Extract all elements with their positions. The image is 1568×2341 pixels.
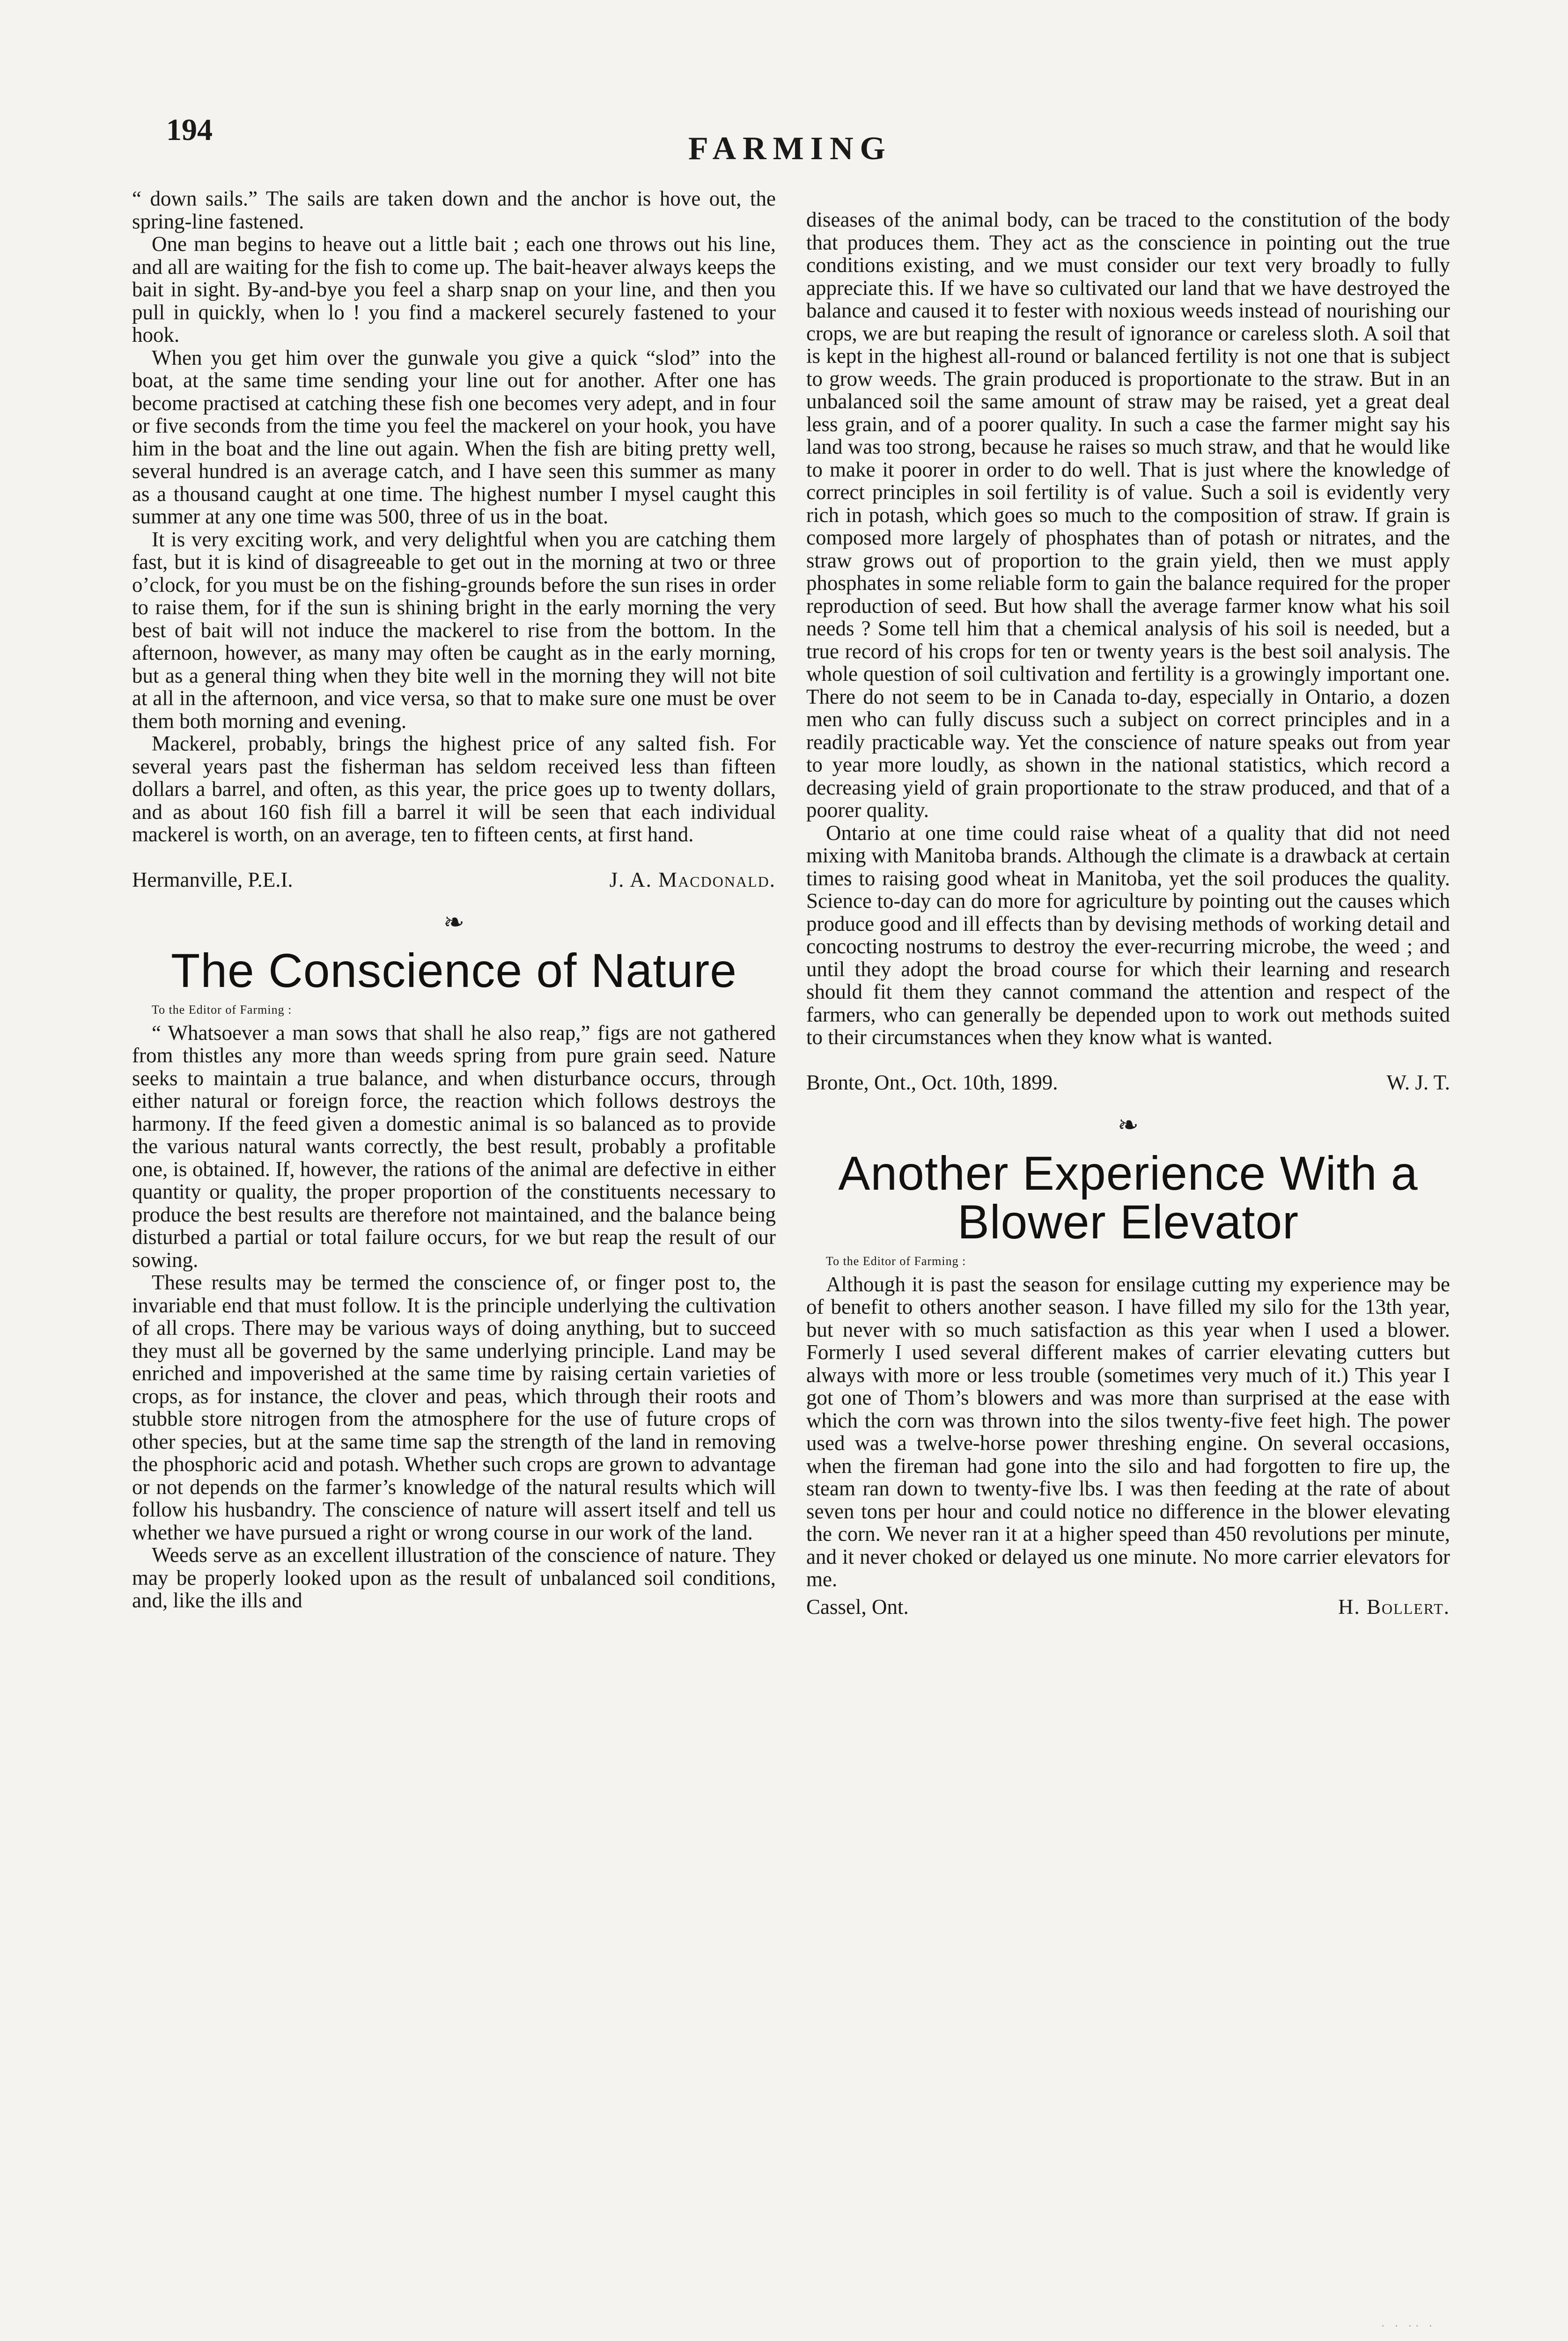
- paragraph: “ down sails.” The sails are taken down and the anchor is hove out, the spring-line fastened.: [132, 187, 776, 233]
- paragraph: Although it is past the season for ensilage cutting my experience may be of benefit to others another season. I have filled my silo for the 13th year, but never with so much satisfaction as this year when I used a blower. Formerly I used several different makes of carrier elevating cutters but always with more or less trouble (sometimes very much of it.) This year I got one of Thom’s blowers and was more than surprised at the ease with which the corn was thrown into the silos twenty-five feet high. The power used was a twelve-horse power threshing engine. On several occasions, when the fireman had gone into the silo and had forgotten to fire up, the steam ran down to twenty-five lbs. I was then feeding at the rate of about seven tons per hour and could notice no difference in the blower elevating the corn. We never ran it at a higher speed than 450 revolutions per minute, and it never choked or delayed us one minute. No more carrier elevators for me.: [806, 1272, 1450, 1591]
- signature-place: Bronte, Ont., Oct. 10th, 1899.: [806, 1070, 1058, 1094]
- ornament-icon: ❧: [443, 908, 465, 936]
- paragraph: Mackerel, probably, brings the highest price of any salted fish. For several years past the fisherman has seldom received less than fifteen dollars a barrel, and often, as this year, the price goes up to twenty dollars, and as about 160 fish fill a barrel it will be seen that each individual mackerel is worth, on an average, ten to fifteen cents, at first hand.: [132, 732, 776, 846]
- article-title: The Conscience of Nature: [171, 944, 737, 997]
- right-column: [806, 208, 1450, 1618]
- running-title: FARMING: [688, 131, 892, 167]
- to-editor-line: To the Editor of Farming :: [826, 1254, 966, 1268]
- article-title: Another Experience With a Blower Elevator: [838, 1147, 1418, 1249]
- signature-block: [132, 869, 776, 891]
- scan-noise: · · ·· ·: [1381, 2320, 1436, 2332]
- signature-name: H. Bollert.: [1338, 1595, 1450, 1619]
- signature-block: [806, 1596, 1450, 1619]
- paragraph: One man begins to heave out a little bait ; each one throws out his line, and all are waiting for the fish to come up. The bait-heaver always keeps the bait in sight. By-and-bye you feel a sharp snap on your line, and then you pull in quickly, when lo ! you find a mackerel securely fastened to your hook.: [132, 232, 776, 346]
- paragraph: These results may be termed the conscience of, or finger post to, the invariable end that must follow. It is the principle underlying the cultivation of all crops. There may be various ways of doing anything, but to succeed they must all be governed by the same underlying principle. Land may be enriched and impoverished at the same time by raising certain varieties of crops, as for instance, the clover and peas, which through their roots and stubble store nitrogen from the atmosphere for the use of future crops of other species, but at the same time sap the strength of the land in removing the phosphoric acid and potash. Whether such crops are grown to advantage or not depends on the farmer’s knowledge of the natural results which will follow his husbandry. The conscience of nature will assert itself and tell us whether we have pursued a right or wrong course in our work of the land.: [132, 1271, 776, 1544]
- signature-place: Cassel, Ont.: [806, 1595, 909, 1619]
- to-editor-line: To the Editor of Farming :: [152, 1003, 292, 1016]
- left-column: [132, 187, 776, 1612]
- signature-place: Hermanville, P.E.I.: [132, 868, 293, 891]
- signature-name: J. A. Macdonald.: [609, 868, 776, 891]
- paragraph: “ Whatsoever a man sows that shall he also reap,” figs are not gathered from thistles any more than weeds spring from pure grain seed. Nature seeks to maintain a true balance, and when disturbance occurs, through either natural or foreign force, the reaction which follows destroys the harmony. If the feed given a domestic animal is so balanced as to provide the various natural wants correctly, the best result, probably a profitable one, is obtained. If, however, the rations of the animal are defective in either quantity or quality, the proper proportion of the constituents necessary to produce the best results are therefore not maintained, and the balance being disturbed a partial or total failure occurs, for we but reap the result of our sowing.: [132, 1021, 776, 1272]
- paragraph: It is very exciting work, and very delightful when you are catching them fast, but it is kind of disagreeable to get out in the morning at two or three o’clock, for you must be on the fishing-grounds before the sun rises in order to raise them, for if the sun is shining bright in the early morning the very best of bait will not induce the mackerel to rise from the bottom. In the afternoon, however, as many may often be caught as in the early morning, but as a general thing when they bite well in the morning they will not bite at all in the afternoon, and vice versa, so that to make sure one must be over them both morning and evening.: [132, 527, 776, 733]
- ornament-icon: ❧: [1117, 1111, 1139, 1139]
- signature-name: W. J. T.: [1386, 1070, 1450, 1094]
- paragraph: Ontario at one time could raise wheat of a quality that did not need mixing with Manitoba brands. Although the climate is a drawback at certain times to raising good wheat in Manitoba, yet the soil produces the quality. Science to-day can do more for agriculture by pointing out the causes which produce good and ill effects than by devising methods of working detail and concocting nostrums to destroy the ever-recurring microbe, the weed ; and until they adopt the broad course for which their learning and research should fit them they cannot command the attention and respect of the farmers, who can generally be depended upon to work out methods suited to their circumstances when they know what is wanted.: [806, 821, 1450, 1049]
- paragraph: When you get him over the gunwale you give a quick “slod” into the boat, at the same time sending your line out for another. After one has become practised at catching these fish one becomes very adept, and in four or five seconds from the time you feel the mackerel on your hook, you have him in the boat and the line out again. When the fish are biting pretty well, several hundred is an average catch, and I have seen this summer as many as a thousand caught at one time. The highest number I mysel caught this summer at any one time was 500, three of us in the boat.: [132, 346, 776, 528]
- paragraph: diseases of the animal body, can be traced to the constitution of the body that produces them. They act as the conscience in pointing out the true conditions existing, and we must consider our text very broadly to fully appreciate this. If we have so cultivated our land that we have destroyed the balance and caused it to fester with noxious weeds instead of nourishing our crops, we are but reaping the result of ignorance or careless sloth. A soil that is kept in the highest all-round or balanced fertility is not one that is subject to grow weeds. The grain produced is proportionate to the straw. But in an unbalanced soil the same amount of straw may be raised, yet a great deal less grain, and of a poorer quality. In such a case the farmer might say his land was too strong, because he raises so much straw, and that he would like to make it poorer in order to do well. That is just where the knowledge of correct principles in soil fertility is of value. Such a soil is evidently very rich in potash, which goes so much to the composition of straw. If grain is composed more largely of phosphates than of potash or nitrates, and the straw grows out of proportion to the grain yield, then we must apply phosphates in some reliable form to gain the balance required for the proper reproduction of seed. But how shall the average farmer know what his soil needs ? Some tell him that a chemical analysis of his soil is needed, but a true record of his crops for ten or twenty years is the best soil analysis. The whole question of soil cultivation and fertility is a growingly important one. There do not seem to be in Canada to-day, especially in Ontario, a dozen men who can fully discuss such a subject on correct principles and in a readily practicable way. Yet the conscience of nature speaks out from year to year more loudly, as shown in the national statistics, which record a decreasing yield of grain proportionate to the straw produced, and that of a poorer quality.: [806, 208, 1450, 822]
- page-number: 194: [166, 113, 213, 147]
- paragraph: Weeds serve as an excellent illustration of the conscience of nature. They may be properly looked upon as the result of unbalanced soil conditions, and, like the ills and: [132, 1543, 776, 1612]
- signature-block: [806, 1071, 1450, 1094]
